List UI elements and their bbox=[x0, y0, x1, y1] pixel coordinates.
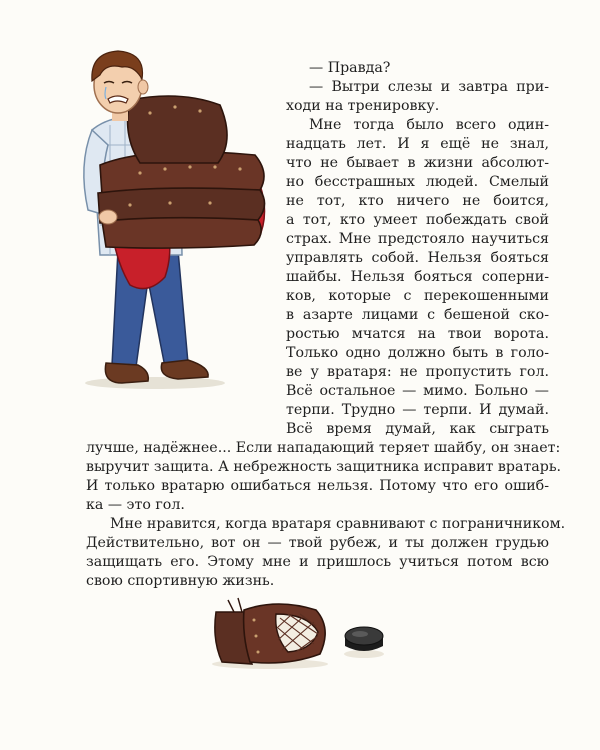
text-line: но бесстрашных людей. Смелый bbox=[286, 174, 549, 190]
text-line: а тот, кто умеет побеждать свой bbox=[286, 212, 549, 228]
goalie-glove-illustration bbox=[208, 592, 338, 672]
text-line: что не бывает в жизни абсолют- bbox=[286, 155, 549, 171]
hockey-puck-illustration bbox=[340, 622, 388, 662]
text-line: ков, которые с перекошенными bbox=[286, 288, 549, 304]
text-line: в азарте лицами с бешеной ско- bbox=[286, 307, 549, 323]
text-line: Только одно должно быть в голо- bbox=[286, 345, 549, 361]
text-line: лучше, надёжнее... Если нападающий теряет шайбу, он знает: bbox=[86, 440, 561, 456]
text-line: терпи. Трудно — терпи. И думай. bbox=[286, 402, 549, 418]
text-line: страх. Мне предстояло научиться bbox=[286, 231, 549, 247]
text-line: И только вратарю ошибаться нельзя. Потому что его ошиб- bbox=[86, 478, 549, 494]
text-line: свою спортивную жизнь. bbox=[86, 573, 275, 589]
text-line: не тот, кто ничего не боится, bbox=[286, 193, 549, 209]
text-line: Мне тогда было всего один- bbox=[309, 117, 549, 133]
text-line: надцать лет. И я ещё не знал, bbox=[286, 136, 549, 152]
text-line: — Вытри слезы и завтра при- bbox=[309, 79, 549, 95]
text-line: ростью мчатся на твои ворота. bbox=[286, 326, 549, 342]
text-line: выручит защита. А небрежность защитника исправит вратарь. bbox=[86, 459, 562, 475]
text-line: управлять собой. Нельзя бояться bbox=[286, 250, 549, 266]
text-line: ве у вратаря: не пропустить гол. bbox=[286, 364, 549, 380]
text-line: — Правда? bbox=[309, 60, 391, 76]
text-line: Всё время думай, как сыграть bbox=[286, 421, 549, 437]
text-line: шайбы. Нельзя бояться соперни- bbox=[286, 269, 549, 285]
text-line: Мне нравится, когда вратаря сравнивают с пограничником. bbox=[110, 516, 566, 532]
boy-illustration bbox=[70, 45, 275, 395]
text-line: Всё остальное — мимо. Больно — bbox=[286, 383, 549, 399]
text-line: ка — это гол. bbox=[86, 497, 185, 513]
text-line: Действительно, вот он — твой рубеж, и ты должен грудью bbox=[86, 535, 549, 551]
text-line: ходи на тренировку. bbox=[286, 98, 440, 114]
text-line: защищать его. Этому мне и пришлось учиться потом всю bbox=[86, 554, 549, 570]
